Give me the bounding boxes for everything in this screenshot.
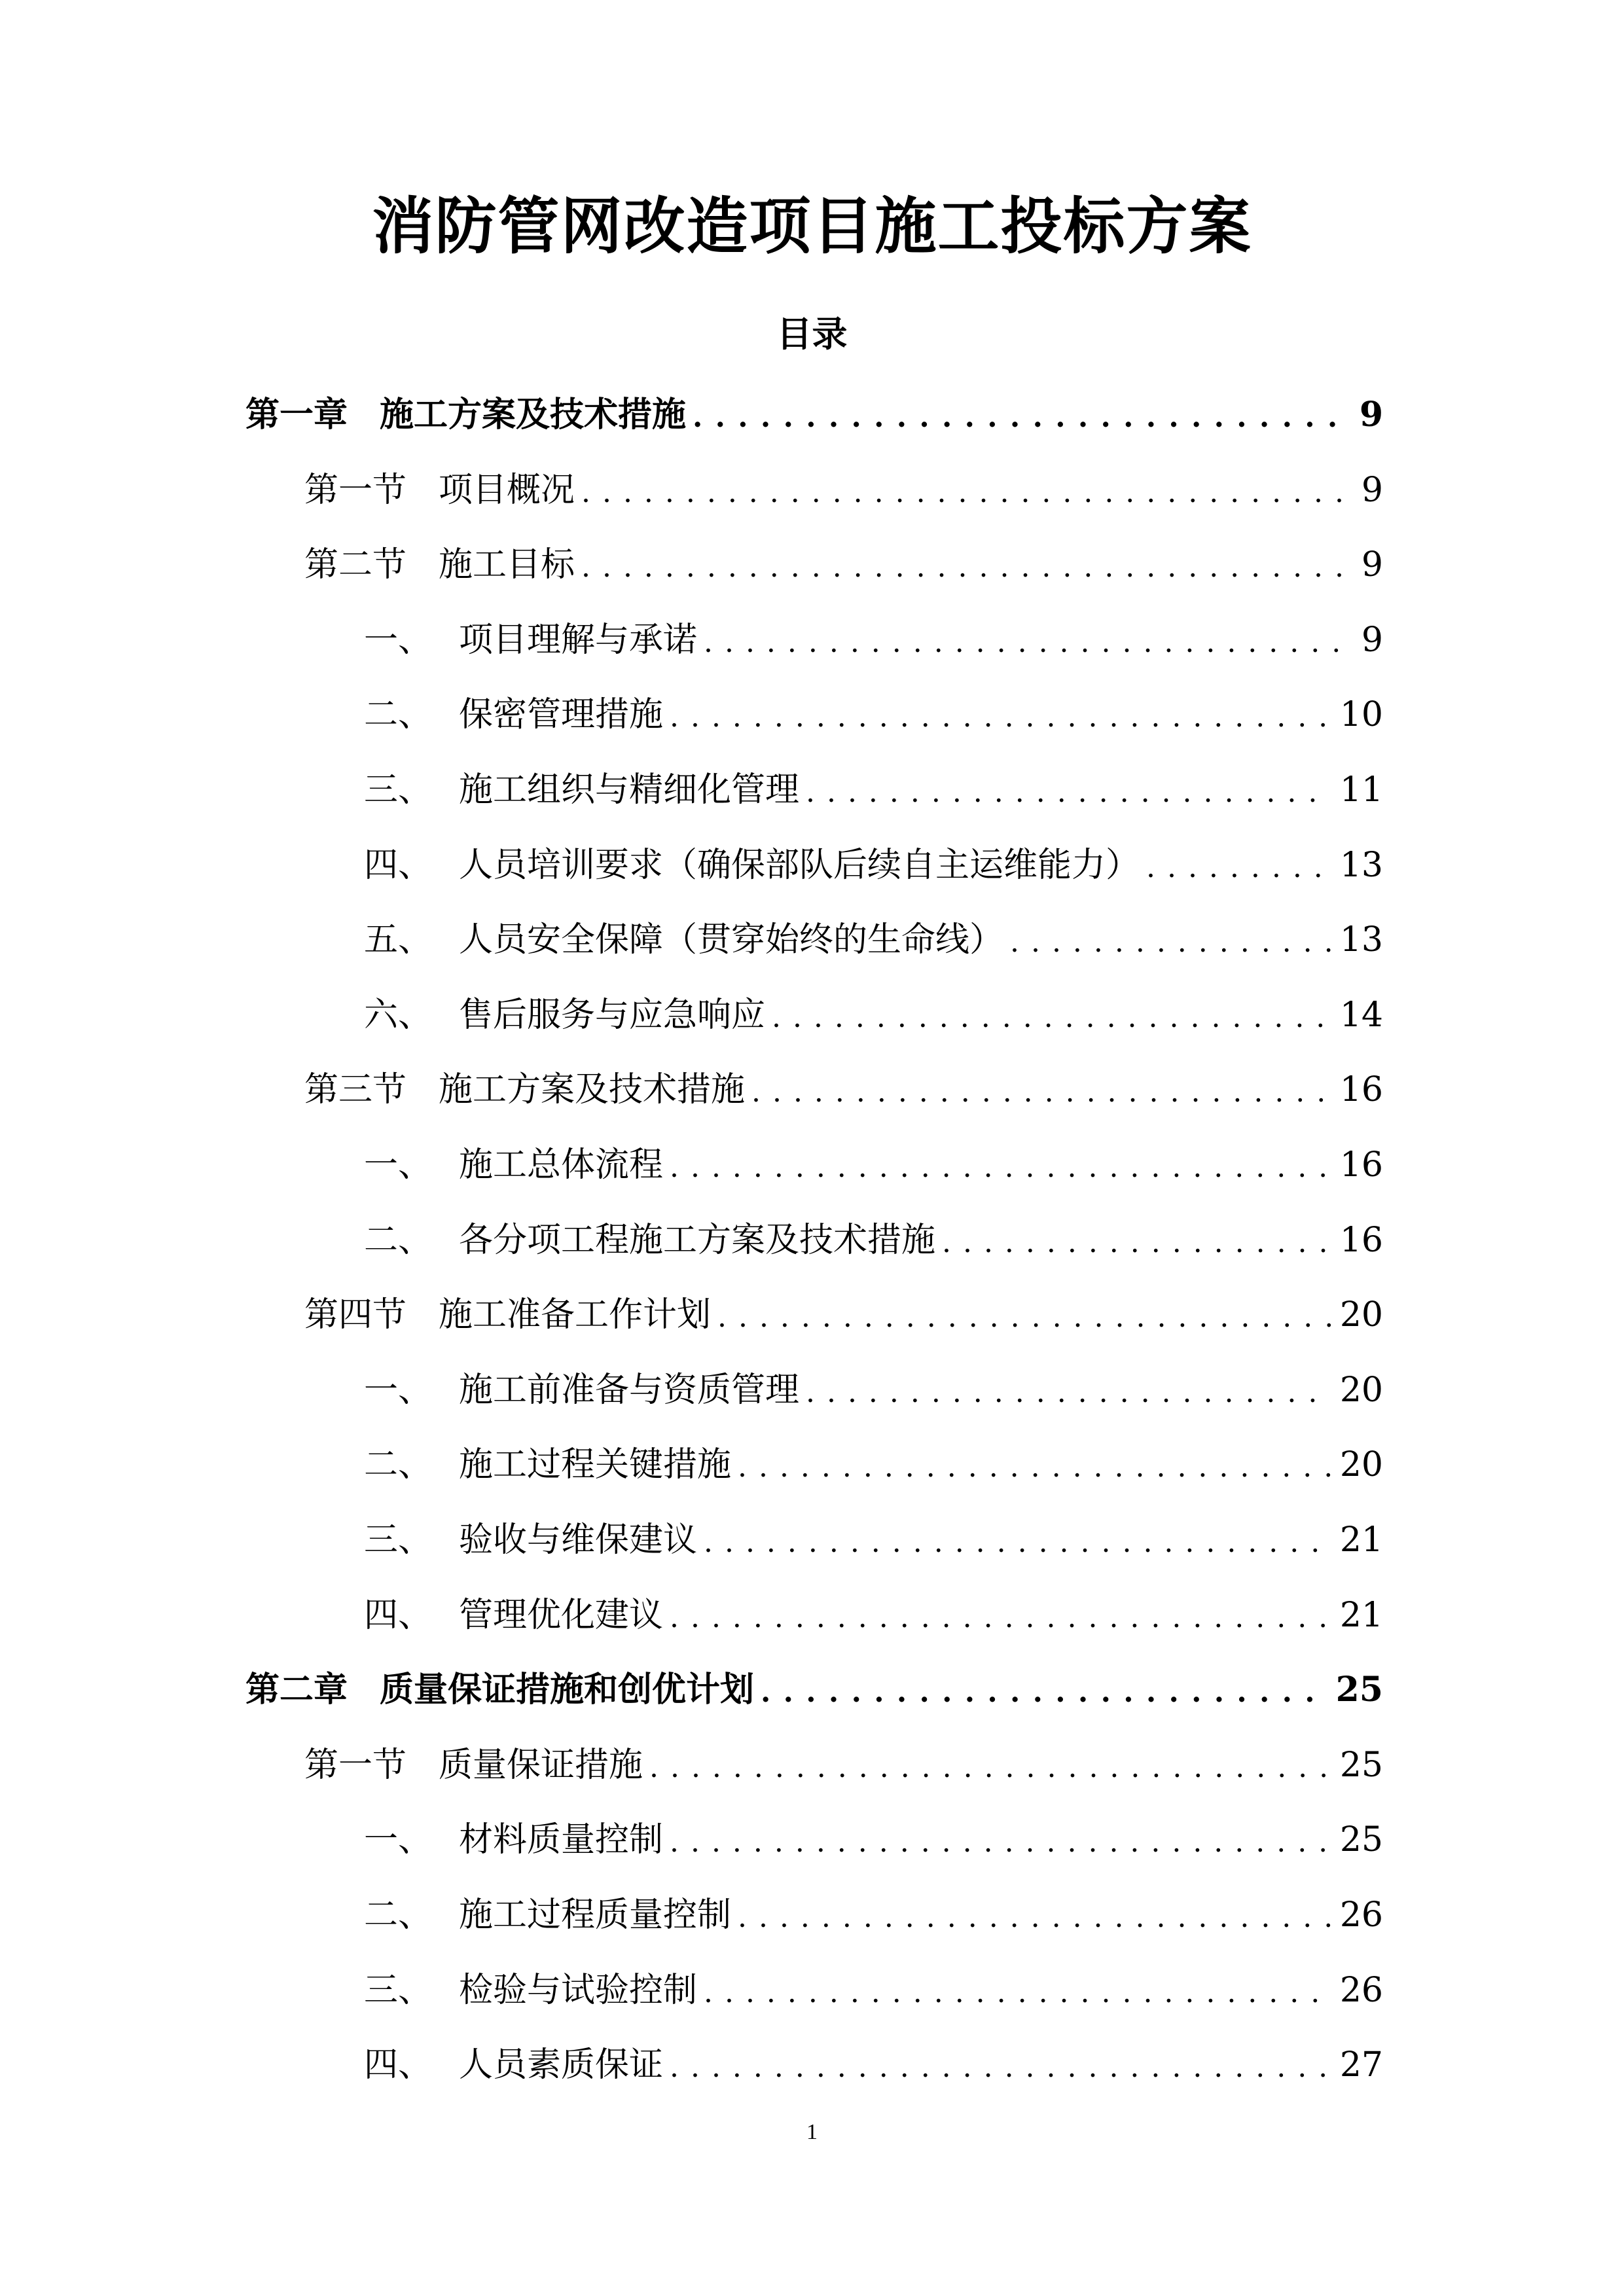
- toc-entry-page: 10: [1339, 695, 1383, 734]
- toc-entry-page: 9: [1361, 545, 1383, 584]
- toc-dot-leader: [761, 1666, 1327, 1719]
- page-title: 消防管网改造项目施工投标方案: [372, 190, 1252, 262]
- toc-entry[interactable]: [245, 1664, 1383, 1716]
- toc-dot-leader: [693, 391, 1350, 444]
- toc-dot-leader: [670, 2041, 1331, 2094]
- toc-entry-number: 二、: [364, 695, 433, 734]
- toc-entry-title: 检验与试验控制: [459, 1971, 698, 2010]
- toc-entry-page: 13: [1339, 846, 1383, 885]
- toc-entry-title: 项目理解与承诺: [459, 620, 698, 660]
- toc-entry-page: 16: [1339, 1145, 1383, 1185]
- toc-entry-title: 质量保证措施: [439, 1746, 643, 1785]
- toc-entry[interactable]: [304, 1289, 1383, 1341]
- toc-entry-number: 二、: [364, 1445, 433, 1484]
- toc-entry-number: 四、: [364, 2045, 433, 2085]
- toc-entry[interactable]: [364, 1514, 1383, 1566]
- toc-entry-page: 13: [1339, 920, 1383, 960]
- toc-entry[interactable]: [364, 839, 1383, 891]
- toc-entry-number: 三、: [364, 1520, 433, 1560]
- toc-entry-page: 14: [1339, 996, 1383, 1035]
- toc-entry-page: 11: [1339, 770, 1383, 810]
- toc-entry[interactable]: [364, 1814, 1383, 1866]
- toc-dot-leader: [738, 1892, 1331, 1944]
- toc-entry-page: 25: [1339, 1746, 1383, 1785]
- toc-entry-title: 施工过程关键措施: [459, 1445, 732, 1484]
- toc-entry[interactable]: [245, 389, 1383, 441]
- toc-entry-number: 一、: [364, 1371, 433, 1410]
- toc-entry[interactable]: [364, 989, 1383, 1041]
- toc-entry[interactable]: [364, 1364, 1383, 1416]
- toc-entry-page: 20: [1339, 1445, 1383, 1484]
- toc-dot-leader: [717, 1291, 1331, 1344]
- toc-entry-page: 21: [1339, 1520, 1383, 1560]
- toc-entry-page: 16: [1339, 1070, 1383, 1109]
- toc-entry-number: 二、: [364, 1221, 433, 1260]
- toc-entry-title: 材料质量控制: [459, 1820, 664, 1859]
- toc-dot-leader: [581, 541, 1352, 594]
- toc-entry[interactable]: [364, 764, 1383, 816]
- toc-entry[interactable]: [364, 914, 1383, 966]
- toc-entry-page: 21: [1339, 1596, 1383, 1635]
- toc-entry-number: 第一节: [304, 1746, 407, 1785]
- toc-entry[interactable]: [364, 689, 1383, 741]
- toc-entry[interactable]: [364, 614, 1383, 666]
- toc-entry-page: 20: [1339, 1371, 1383, 1410]
- toc-entry-number: 五、: [364, 920, 433, 960]
- toc-entry-page: 16: [1339, 1221, 1383, 1260]
- toc-entry-title: 质量保证措施和创优计划: [380, 1670, 755, 1710]
- toc-dot-leader: [738, 1441, 1331, 1494]
- toc-entry-page: 9: [1361, 471, 1383, 510]
- toc-entry-number: 三、: [364, 770, 433, 810]
- toc-entry[interactable]: [364, 1964, 1383, 2017]
- toc-entry[interactable]: [364, 2039, 1383, 2091]
- toc-entry-title: 项目概况: [439, 471, 575, 510]
- toc-entry[interactable]: [364, 1589, 1383, 1641]
- toc-entry-number: 第二节: [304, 545, 407, 584]
- toc-entry-number: 第四节: [304, 1295, 407, 1335]
- toc-entry-number: 一、: [364, 1145, 433, 1185]
- toc-entry-title: 施工过程质量控制: [459, 1895, 732, 1935]
- toc-entry-number: 第一章: [245, 395, 348, 435]
- page-number: 1: [806, 2120, 818, 2144]
- toc-entry-page: 26: [1339, 1895, 1383, 1935]
- toc-entry[interactable]: [304, 464, 1383, 516]
- toc-entry-number: 一、: [364, 1820, 433, 1859]
- toc-dot-leader: [806, 1367, 1331, 1419]
- toc-entry-title: 保密管理措施: [459, 695, 664, 734]
- toc-entry-page: 25: [1339, 1820, 1383, 1859]
- toc-entry-title: 人员培训要求（确保部队后续自主运维能力）: [459, 846, 1140, 885]
- toc-dot-leader: [704, 617, 1352, 669]
- toc-entry-page: 25: [1335, 1670, 1383, 1710]
- toc-entry-title: 人员素质保证: [459, 2045, 664, 2085]
- toc-dot-leader: [942, 1217, 1331, 1269]
- toc-entry-number: 二、: [364, 1895, 433, 1935]
- toc-dot-leader: [670, 691, 1331, 744]
- toc-entry-number: 四、: [364, 1596, 433, 1635]
- toc-entry-page: 27: [1339, 2045, 1383, 2085]
- toc-dot-leader: [1010, 916, 1331, 969]
- toc-entry[interactable]: [304, 1739, 1383, 1791]
- toc-entry-title: 施工组织与精细化管理: [459, 770, 800, 810]
- toc-entry-title: 施工方案及技术措施: [439, 1070, 746, 1109]
- toc-dot-leader: [751, 1066, 1331, 1119]
- toc-entry-number: 第一节: [304, 471, 407, 510]
- toc-dot-leader: [670, 1816, 1331, 1869]
- toc-dot-leader: [581, 467, 1352, 519]
- toc-entry-number: 六、: [364, 996, 433, 1035]
- toc-entry[interactable]: [304, 1064, 1383, 1116]
- toc-dot-leader: [1146, 842, 1331, 894]
- toc-entry-title: 管理优化建议: [459, 1596, 664, 1635]
- toc-dot-leader: [704, 1967, 1331, 2019]
- toc-entry[interactable]: [364, 1889, 1383, 1941]
- toc-heading: 目录: [776, 313, 848, 355]
- toc-entry-number: 四、: [364, 846, 433, 885]
- toc-entry-title: 施工总体流程: [459, 1145, 664, 1185]
- toc-entry[interactable]: [364, 1439, 1383, 1491]
- toc-entry-number: 第三节: [304, 1070, 407, 1109]
- toc-entry[interactable]: [364, 1139, 1383, 1191]
- toc-dot-leader: [704, 1516, 1331, 1569]
- toc-entry-title: 施工准备工作计划: [439, 1295, 712, 1335]
- toc-dot-leader: [670, 1141, 1331, 1194]
- toc-entry-number: 第二章: [245, 1670, 348, 1710]
- toc-entry-page: 9: [1359, 395, 1383, 435]
- toc-entry-title: 人员安全保障（贯穿始终的生命线）: [459, 920, 1004, 960]
- toc-entry-page: 9: [1361, 620, 1383, 660]
- toc-entry[interactable]: [364, 1214, 1383, 1266]
- toc-entry-number: 三、: [364, 1971, 433, 2010]
- toc-dot-leader: [772, 992, 1331, 1044]
- toc-dot-leader: [806, 766, 1331, 819]
- toc-entry-number: 一、: [364, 620, 433, 660]
- toc-entry-title: 各分项工程施工方案及技术措施: [459, 1221, 936, 1260]
- toc-entry-title: 售后服务与应急响应: [459, 996, 766, 1035]
- toc-entry-title: 施工目标: [439, 545, 575, 584]
- toc-entry-title: 验收与维保建议: [459, 1520, 698, 1560]
- toc-entry-title: 施工前准备与资质管理: [459, 1371, 800, 1410]
- toc-dot-leader: [670, 1592, 1331, 1644]
- toc-entry-title: 施工方案及技术措施: [380, 395, 687, 435]
- toc-entry-page: 20: [1339, 1295, 1383, 1335]
- toc-entry-page: 26: [1339, 1971, 1383, 2010]
- toc-entry[interactable]: [304, 539, 1383, 591]
- toc-dot-leader: [649, 1742, 1331, 1794]
